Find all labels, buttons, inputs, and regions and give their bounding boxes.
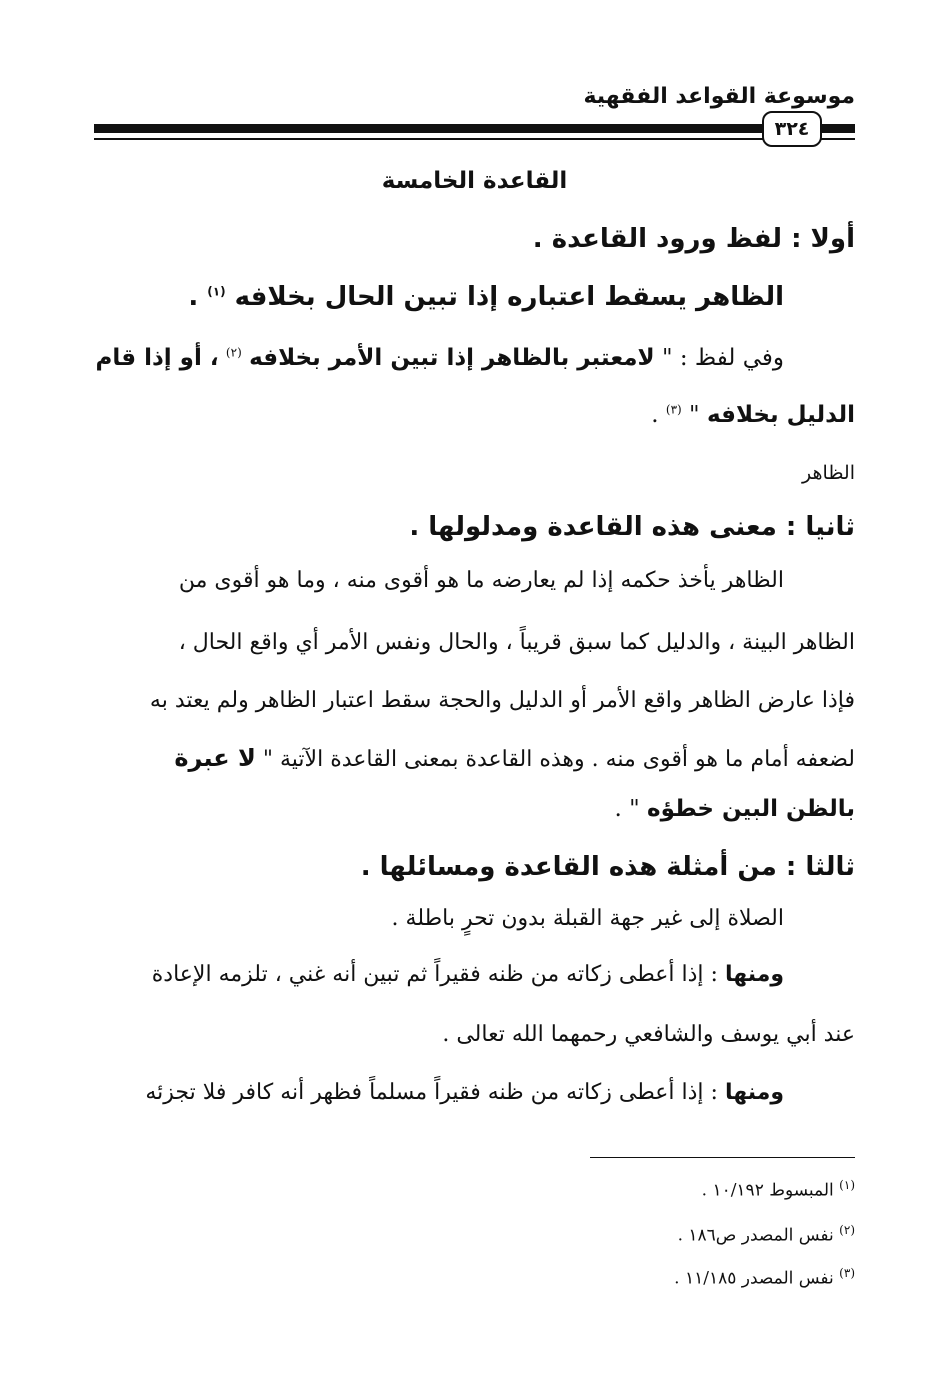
footnote-2	[678, 1223, 855, 1246]
example-line-4	[94, 1080, 784, 1105]
section1-heading: أولا : لفظ ورود القاعدة .	[532, 224, 855, 254]
quoted-rule-part-2: بالظن البين خطؤه	[647, 796, 855, 822]
footnote-rule	[590, 1157, 855, 1158]
footnote-1	[702, 1178, 855, 1201]
variant-line-1	[94, 345, 784, 371]
footnote-1-text: المبسوط ١٠/١٩٢ .	[701, 1180, 834, 1201]
variant-final: .	[651, 402, 659, 428]
rule-statement-text: الظاهر يسقط اعتباره إذا تبين الحال بخلافه	[234, 282, 784, 312]
header-rule-thin	[94, 138, 855, 140]
quoted-rule-part-1: لا عبرة	[174, 744, 256, 772]
meaning-line-2: الظاهر البينة ، والدليل كما سبق قريباً ، والحال ونفس الأمر أي واقع الحال ،	[178, 630, 855, 655]
meaning-line-1: الظاهر يأخذ حكمه إذا لم يعارضه ما هو أقوى منه ، وما هو أقوى من	[178, 568, 784, 593]
footnote-3-mark: (٣)	[839, 1266, 855, 1280]
rule-title: القاعدة الخامسة	[381, 168, 568, 194]
footnote-ref-2: (٢)	[225, 345, 242, 360]
variant-bold-text: لامعتبر بالظاهر إذا تبين الأمر بخلافه	[249, 345, 655, 371]
variant-bold-text-2: الدليل بخلافه	[706, 402, 855, 428]
footnote-2-text: نفس المصدر ص١٨٦ .	[677, 1225, 834, 1246]
side-word: الظاهر	[802, 462, 855, 484]
meaning-line-4-text: لضعفه أمام ما هو أقوى منه . وهذه القاعدة بمعنى القاعدة الآتية "	[262, 747, 855, 772]
rule-statement-end: .	[188, 282, 199, 312]
variant-line-2	[94, 402, 855, 428]
header-rule-thick	[94, 124, 855, 133]
meaning-line-4	[94, 744, 855, 772]
footnote-1-mark: (١)	[839, 1178, 855, 1192]
example-line-1: الصلاة إلى غير جهة القبلة بدون تحرٍ باطلة .	[391, 906, 784, 931]
example-label-2: ومنها	[724, 1080, 784, 1105]
example-text-2: : إذا أعطى زكاته من ظنه فقيراً مسلماً فظهر أنه كافر فلا تجزئه	[145, 1080, 718, 1105]
section3-heading: ثالثا : من أمثلة هذه القاعدة ومسائلها .	[360, 852, 855, 882]
footnote-2-mark: (٢)	[839, 1223, 855, 1237]
variant-quote-end: "	[689, 402, 700, 428]
example-line-2	[94, 962, 784, 987]
example-line-3: عند أبي يوسف والشافعي رحمهما الله تعالى .	[442, 1022, 855, 1047]
page-number: ٣٢٤	[762, 111, 822, 147]
footnote-ref-3: (٣)	[665, 402, 682, 417]
meaning-line-3: فإذا عارض الظاهر واقع الأمر أو الدليل والحجة سقط اعتبار الظاهر ولم يعتد به	[149, 688, 855, 713]
variant-prefix: وفي لفظ : "	[661, 345, 784, 371]
variant-mid: ، أو إذا قام	[95, 345, 219, 371]
quoted-rule-end: " .	[614, 796, 640, 822]
footnote-ref-1: (١)	[207, 284, 226, 299]
rule-statement	[94, 282, 784, 312]
section2-heading: ثانيا : معنى هذه القاعدة ومدلولها .	[409, 512, 855, 542]
meaning-line-5	[94, 796, 855, 822]
footnote-3-text: نفس المصدر ١١/١٨٥ .	[674, 1268, 834, 1289]
example-text-1: : إذا أعطى زكاته من ظنه فقيراً ثم تبين أنه غني ، تلزمه الإعادة	[151, 962, 718, 987]
running-header-title: موسوعة القواعد الفقهية	[583, 84, 855, 109]
footnote-3	[674, 1266, 855, 1289]
example-label-1: ومنها	[724, 962, 784, 987]
